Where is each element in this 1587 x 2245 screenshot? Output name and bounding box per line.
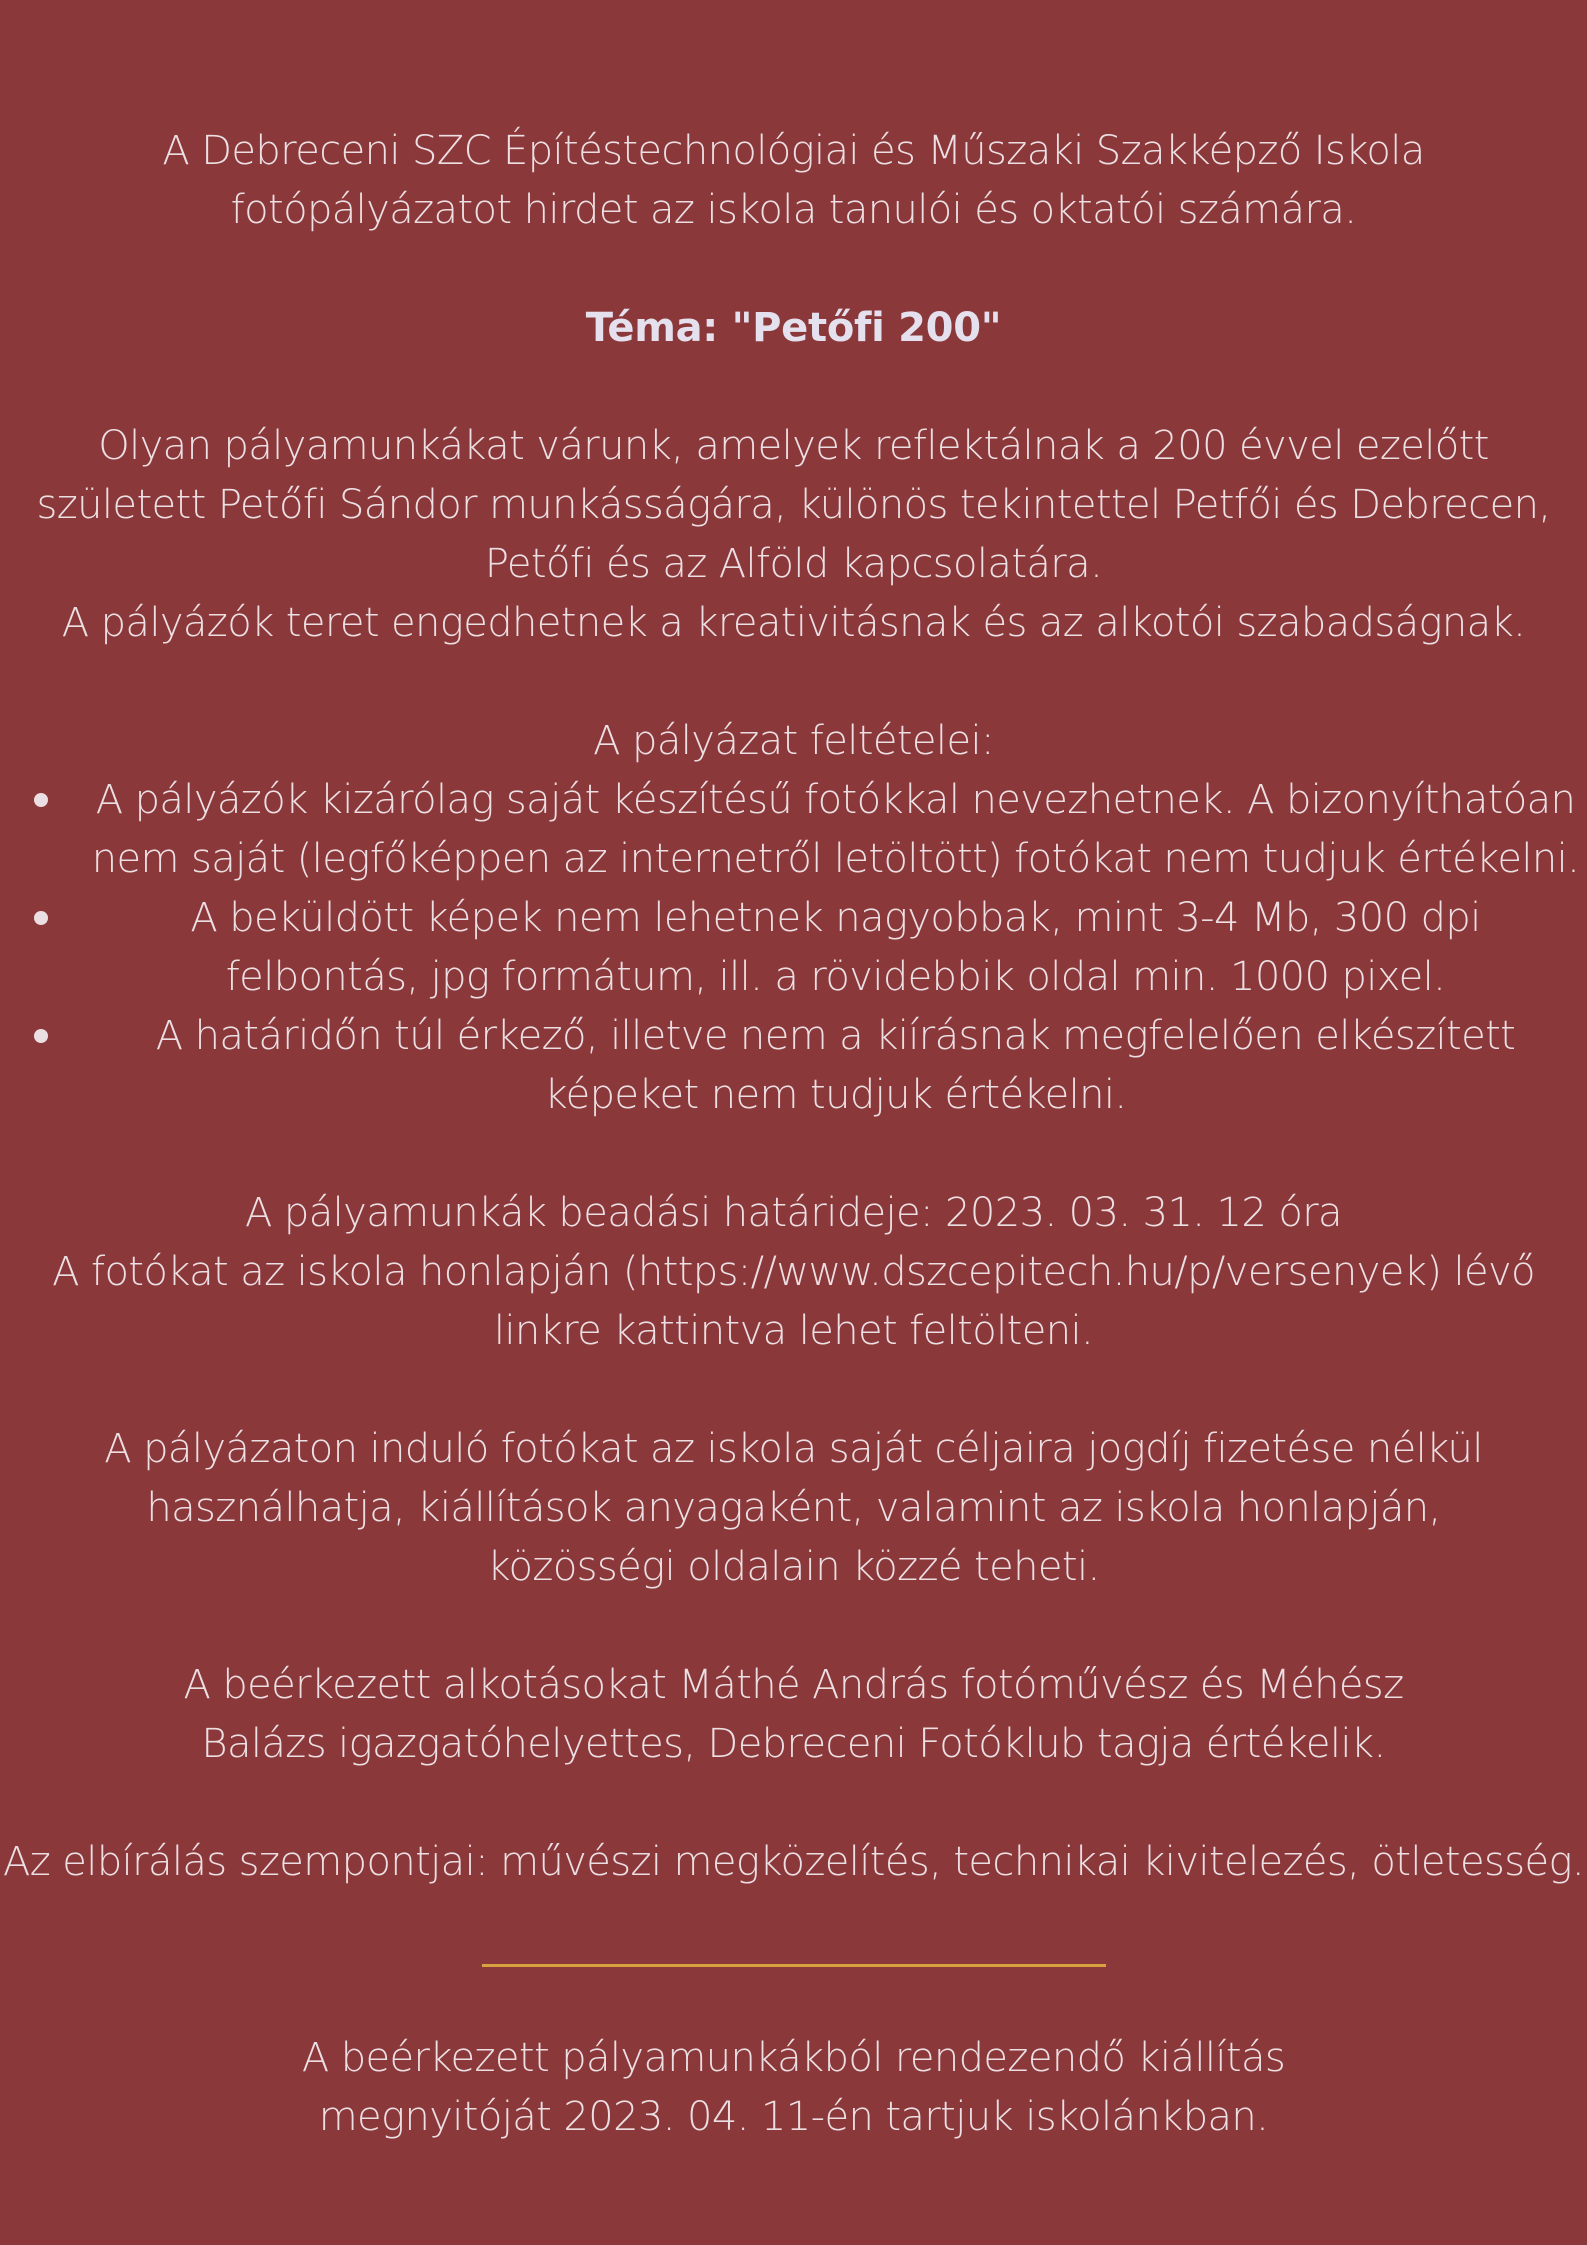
spacer <box>0 1361 1587 1420</box>
spacer <box>0 653 1587 712</box>
deadline-paragraph: A pályamunkák beadási határideje: 2023. 03. 31. 12 óra <box>245 1190 1342 1236</box>
description-paragraph: Olyan pályamunkákat várunk, amelyek reflektálnak a 200 évvel ezelőtt született Petőfi Sándor munkásságára, különös tekintettel Petfői és Debrecen, Petőfi és az Alföld kapcsolatára. <box>36 423 1551 587</box>
conditions-list <box>0 771 1587 1125</box>
spacer <box>0 1597 1587 1656</box>
spacer <box>0 1125 1587 1184</box>
condition-text: A határidőn túl érkező, illetve nem a kiírásnak megfelelően elkészített képeket nem tudjuk értékelni. <box>155 1013 1516 1118</box>
theme-title: Téma: "Petőfi 200" <box>585 305 1002 351</box>
divider-line <box>482 1964 1106 1967</box>
creativity-paragraph: A pályázók teret engedhetnek a kreativitásnak és az alkotói szabadságnak. <box>61 600 1526 646</box>
condition-text: A pályázók kizárólag saját készítésű fotókkal nevezhetnek. A bizonyíthatóan nem saját (legfőképpen az internetről letöltött) fotókat nem tudjuk értékelni. <box>91 777 1580 882</box>
bullet-icon <box>34 1029 48 1043</box>
condition-item <box>0 1007 1587 1125</box>
bullet-icon <box>34 911 48 925</box>
spacer <box>0 358 1587 417</box>
upload-paragraph: A fotókat az iskola honlapján (https://www.dszcepitech.hu/p/versenyek) lévő linkre kattintva lehet feltölteni. <box>52 1249 1535 1354</box>
rights-paragraph: A pályázaton induló fotókat az iskola saját céljaira jogdíj fizetése nélkül használhatja, kiállítások anyagaként, valamint az iskola honlapján, közösségi oldalain közzé teheti. <box>104 1426 1483 1590</box>
spacer <box>0 240 1587 299</box>
jury-paragraph: A beérkezett alkotásokat Máthé András fotóművész és Méhész Balázs igazgatóhelyettes, Debreceni Fotóklub tagja értékelik. <box>183 1662 1404 1767</box>
exhibition-line-2: megnyitóját 2023. 04. 11-én tartjuk iskolánkban. <box>318 2094 1269 2140</box>
condition-item <box>0 889 1587 1007</box>
bullet-icon <box>34 793 48 807</box>
criteria-paragraph: Az elbírálás szempontjai: művészi megközelítés, technikai kivitelezés, ötletesség. <box>3 1839 1584 1885</box>
condition-item <box>0 771 1587 889</box>
spacer <box>0 1774 1587 1833</box>
condition-text: A beküldött képek nem lehetnek nagyobbak, mint 3-4 Mb, 300 dpi felbontás, jpg formátum, ill. a rövidebbik oldal min. 1000 pixel. <box>190 895 1481 1000</box>
conditions-heading: A pályázat feltételei: <box>593 718 994 764</box>
intro-paragraph: A Debreceni SZC Építéstechnológiai és Műszaki Szakképző Iskola fotópályázatot hirdet az iskola tanulói és oktatói számára. <box>162 128 1425 233</box>
exhibition-line-1: A beérkezett pályamunkákból rendezendő kiállítás <box>301 2035 1286 2081</box>
